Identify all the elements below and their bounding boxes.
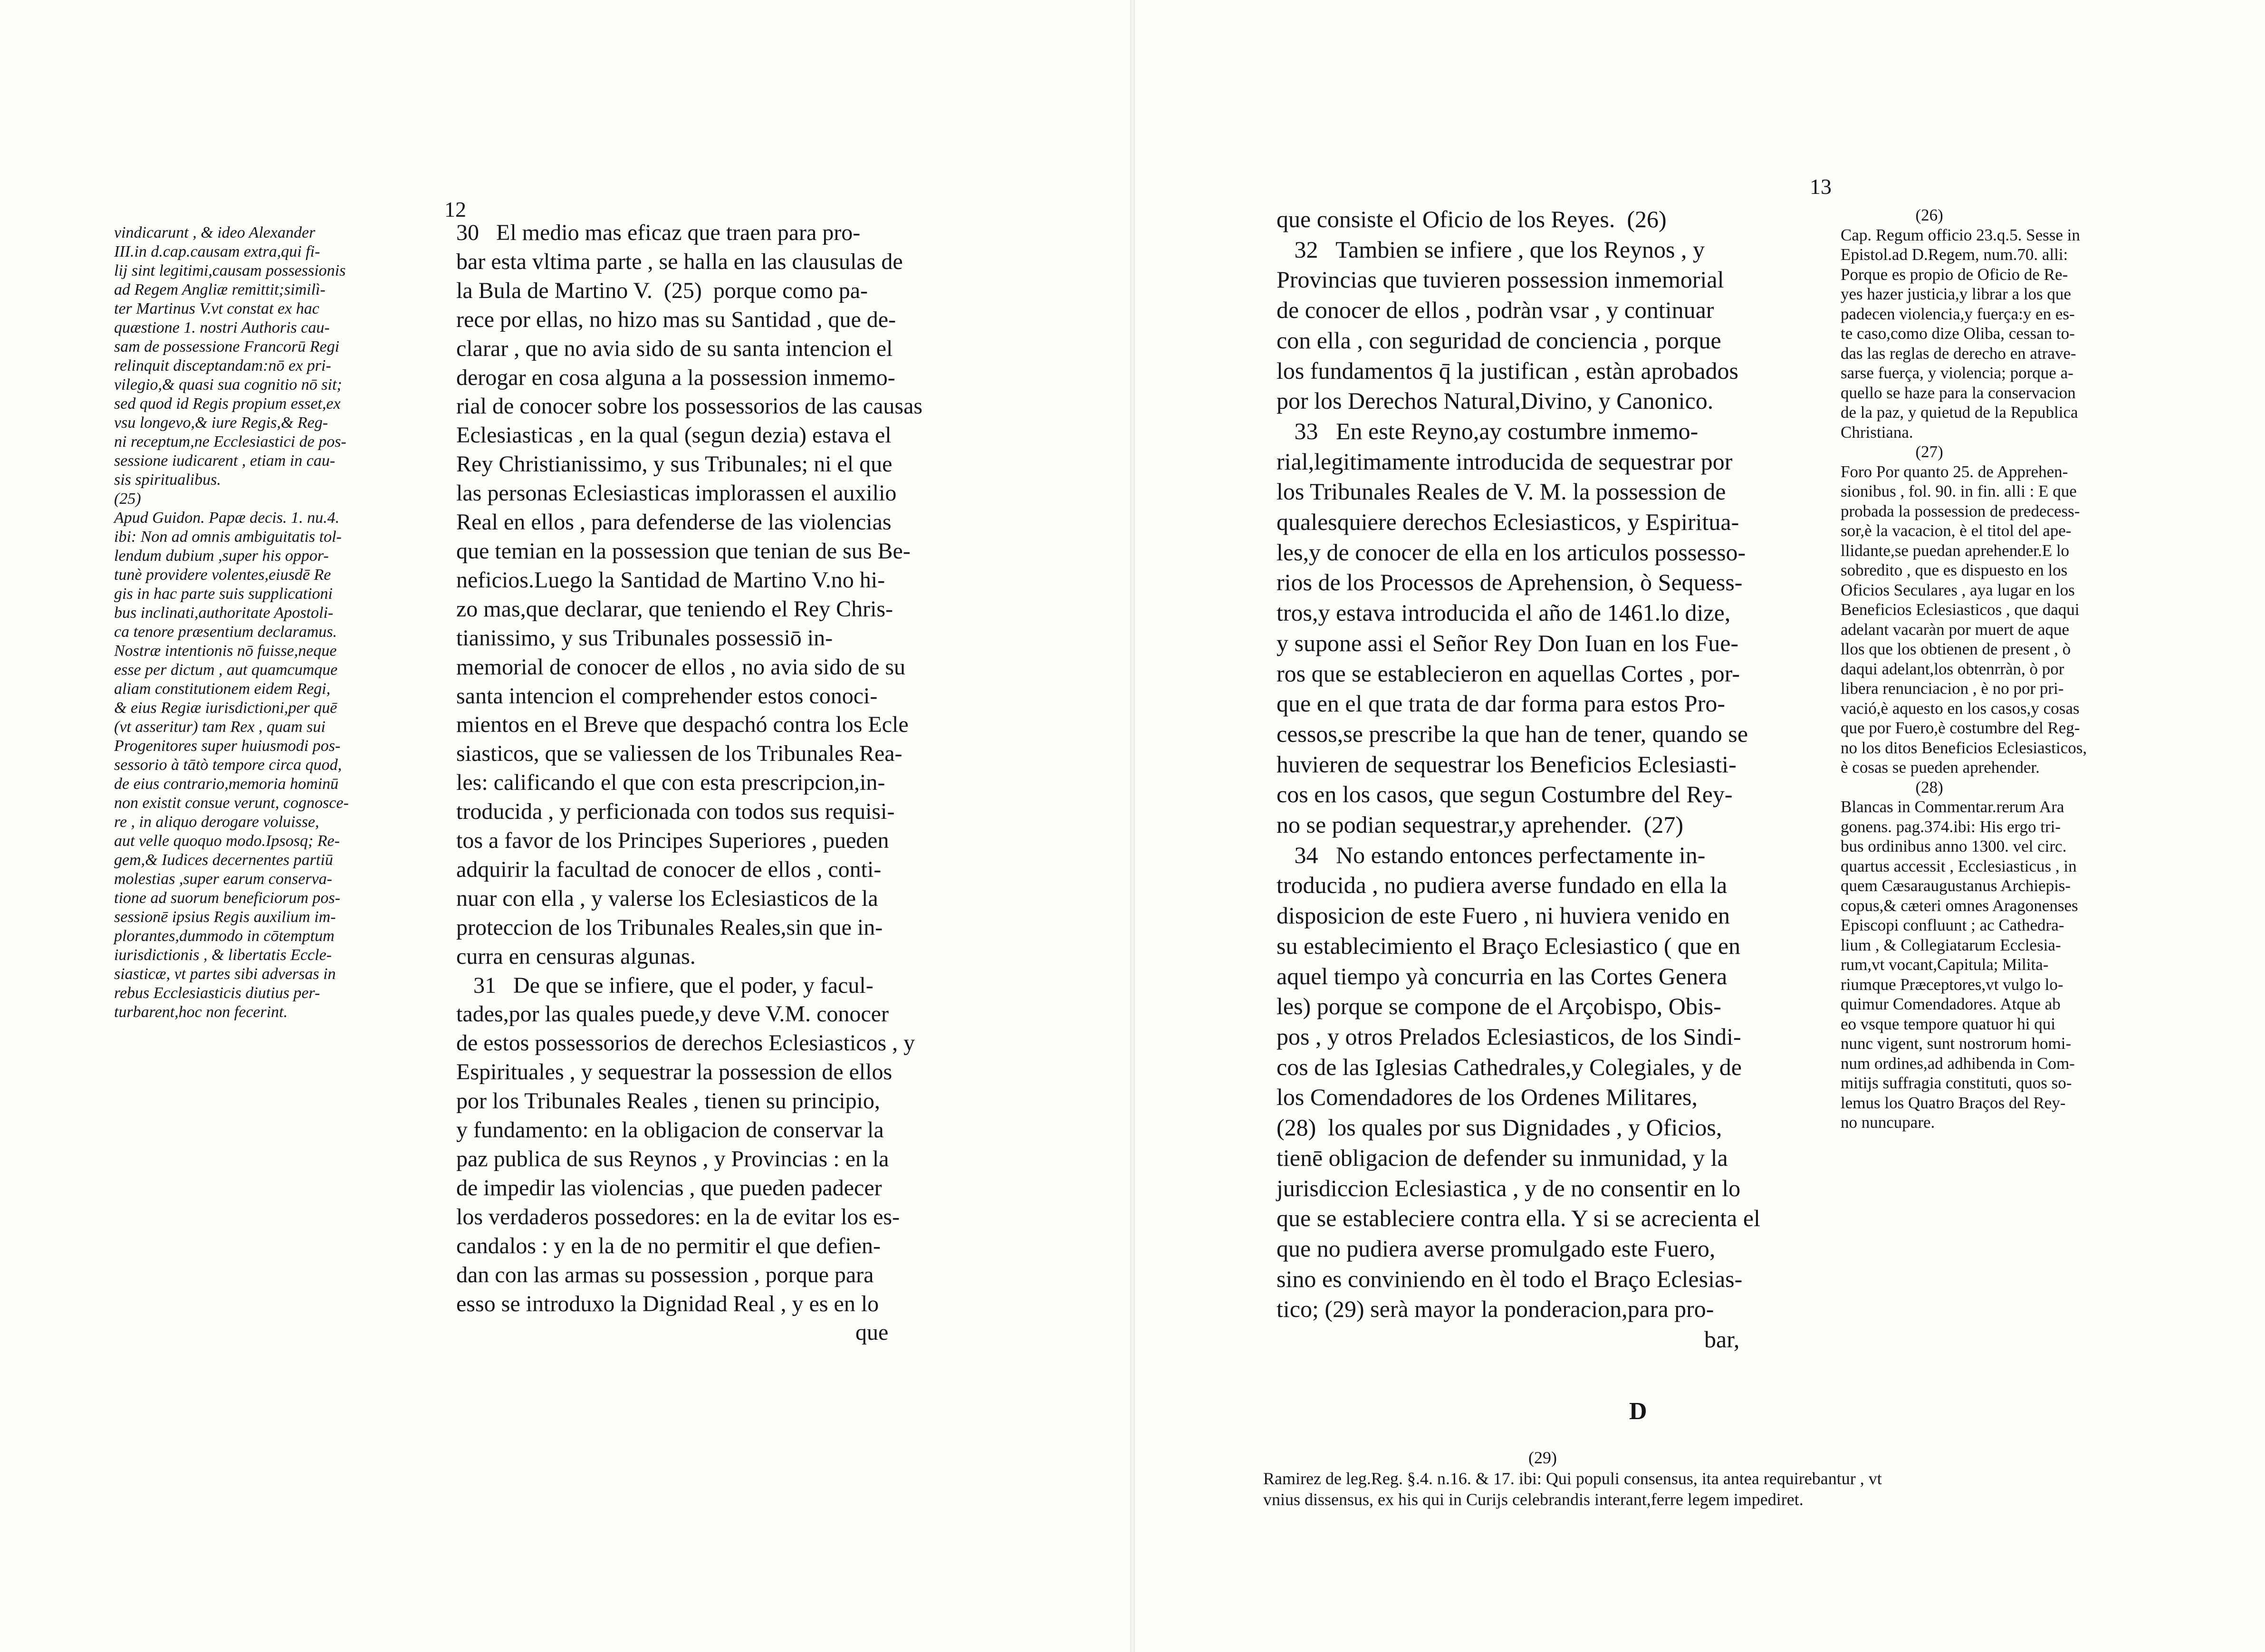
text-line: por los Tribunales Reales , tienen su principio,	[456, 1088, 880, 1114]
text-line: Real en ellos , para defenderse de las violencias	[456, 509, 892, 535]
text-line: que no pudiera averse promulgado este Fuero,	[1276, 1235, 1716, 1262]
note-line: probada la possession de predecess-	[1841, 501, 2080, 520]
note-line: è cosas se pueden aprehender.	[1841, 758, 2040, 777]
text-line: (28) los quales por sus Dignidades , y Oficios,	[1276, 1114, 1722, 1141]
note-line: quæstione 1. nostri Authoris cau-	[114, 319, 330, 336]
note-line: Blancas in Commentar.rerum Ara	[1841, 797, 2064, 816]
text-line: sino es conviniendo en èl todo el Braço Eclesias-	[1276, 1265, 1743, 1292]
text-line: esso se introduxo la Dignidad Real , y es en lo	[456, 1291, 879, 1316]
text-line: tros,y estava introducida el año de 1461.lo dize,	[1276, 599, 1731, 626]
text-line: de impedir las violencias , que pueden padecer	[456, 1175, 882, 1201]
text-line: aquel tiempo yà concurria en las Cortes Genera	[1276, 962, 1728, 989]
note-line: libera renunciacion , è no por pri-	[1841, 679, 2064, 698]
text-line: que consiste el Oficio de los Reyes. (26)	[1276, 206, 1667, 232]
text-line: cos en los casos, que segun Costumbre del Rey-	[1276, 781, 1733, 808]
text-line: jurisdiccion Eclesiastica , y de no consentir en lo	[1276, 1174, 1741, 1201]
note-line: adelant vacaràn por muert de aque	[1841, 620, 2069, 639]
note-line: ni receptum,ne Ecclesiastici de pos-	[114, 433, 346, 451]
text-line: candalos : y en la de no permitir el que defien-	[456, 1233, 881, 1258]
note-line: Nostræ intentionis nō fuisse,neque	[114, 642, 337, 660]
note-line: (26)	[1841, 206, 1943, 224]
note-line: vació,è aquesto en los casos,y cosas	[1841, 699, 2080, 718]
note-line: sam de possessione Francorū Regi	[114, 338, 340, 355]
text-line: y fundamento: en la obligacion de conservar la	[456, 1117, 884, 1143]
note-line: lium , & Collegiatarum Ecclesia-	[1841, 935, 2061, 954]
right-bottom-note	[1263, 1447, 2237, 1510]
text-line: derogar en cosa alguna a la possession inmemo-	[456, 365, 895, 390]
text-line: adquirir la facultad de conocer de ellos , conti-	[456, 856, 882, 882]
note-line: (vt asseritur) tam Rex , quam sui	[114, 718, 326, 736]
signature-mark: D	[1629, 1398, 1647, 1425]
text-line: tianissimo, y sus Tribunales possessiō in-	[456, 625, 833, 651]
note-line: quartus accessit , Ecclesiasticus , in	[1841, 856, 2077, 875]
note-line: gem,& Iudices decernentes partiū	[114, 851, 333, 869]
note-line: ca tenore præsentium declaramus.	[114, 623, 337, 641]
note-line: sionibus , fol. 90. in fin. alli : E que	[1841, 482, 2077, 500]
text-line: que en el que trata de dar forma para estos Pro-	[1276, 690, 1726, 717]
note-line: aliam constitutionem eidem Regi,	[114, 680, 331, 698]
text-line: no se podian sequestrar,y aprehender. (27)	[1276, 811, 1684, 838]
text-line: su establecimiento el Braço Eclesiastico ( que en	[1276, 932, 1741, 959]
text-line: zo mas,que declarar, que teniendo el Rey Chris-	[456, 596, 893, 622]
note-line: yes hazer justicia,y librar a los que	[1841, 285, 2071, 303]
text-line: bar,	[1276, 1326, 1740, 1353]
note-line: Christiana.	[1841, 423, 1913, 442]
note-line: relinquit disceptandam:nō ex pri-	[114, 357, 331, 375]
text-line: los Comendadores de los Ordenes Militares,	[1276, 1084, 1698, 1111]
text-line: que temian en la possession que tenian de sus Be-	[456, 538, 911, 564]
note-line: no los ditos Beneficios Eclesiasticos,	[1841, 738, 2087, 757]
note-line: das las reglas de derecho en atrave-	[1841, 344, 2076, 363]
text-line: las personas Eclesiasticas implorassen el auxilio	[456, 480, 897, 506]
note-line: gonens. pag.374.ibi: His ergo tri-	[1841, 817, 2061, 836]
text-line: clarar , que no avia sido de su santa intencion el	[456, 336, 893, 361]
text-line: neficios.Luego la Santidad de Martino V.no hi-	[456, 567, 885, 593]
note-line: (28)	[1841, 778, 1943, 797]
text-line: rial de conocer sobre los possessorios de las causas	[456, 394, 923, 419]
note-line: sobredito , que es dispuesto en los	[1841, 561, 2068, 579]
text-line: de estos possessorios de derechos Eclesiasticos , y	[456, 1030, 915, 1056]
text-line: siasticos, que se valiessen de los Tribunales Rea-	[456, 741, 902, 767]
note-line: llos que los obtienen de present , ò	[1841, 640, 2071, 658]
note-line: siasticæ, vt partes sibi adversas in	[114, 965, 336, 983]
text-line: proteccion de los Tribunales Reales,sin que in-	[456, 914, 883, 940]
note-line: bus inclinati,authoritate Apostoli-	[114, 604, 334, 622]
note-line: vnius dissensus, ex his qui in Curijs celebrandis interant,ferre legem impediret.	[1263, 1490, 1804, 1509]
text-line: por los Derechos Natural,Divino, y Canonico.	[1276, 387, 1714, 414]
left-main-text	[456, 219, 1036, 1347]
text-line: cos de las Iglesias Cathedrales,y Colegiales, y de	[1276, 1053, 1742, 1080]
note-line: sessorio à tātò tempore circa quod,	[114, 756, 342, 774]
note-line: esse per dictum , aut quamcumque	[114, 661, 338, 679]
text-line: Rey Christianissimo, y sus Tribunales; ni el que	[456, 451, 893, 477]
left-page	[0, 0, 1130, 1652]
text-line: Espirituales , y sequestrar la possession de ellos	[456, 1059, 893, 1085]
note-line: re , in aliquo derogare voluisse,	[114, 813, 319, 831]
text-line: los verdaderos possedores: en la de evitar los es-	[456, 1204, 900, 1229]
text-line: ros que se establecieron en aquellas Cortes , por-	[1276, 660, 1740, 687]
note-line: copus,& cæteri omnes Aragonenses	[1841, 896, 2078, 915]
note-line: & eius Regiæ iurisdictioni,per quē	[114, 699, 337, 717]
note-line: sis spiritualibus.	[114, 471, 221, 489]
note-line: llidante,se puedan aprehender.E lo	[1841, 541, 2070, 560]
text-line: les) porque se compone de el Arçobispo, Obis-	[1276, 993, 1721, 1020]
note-line: sed quod id Regis propium esset,ex	[114, 395, 341, 413]
note-line: que por Fuero,è costumbre del Reg-	[1841, 719, 2080, 737]
text-line: les,y de conocer de ella en los articulos possesso-	[1276, 538, 1746, 566]
note-line: sessionē ipsius Regis auxilium im-	[114, 908, 336, 926]
text-line: 31 De que se infiere, que el poder, y facul-	[456, 972, 873, 998]
note-line: iurisdictionis , & libertatis Eccle-	[114, 946, 332, 964]
note-line: ibi: Non ad omnis ambiguitatis tol-	[114, 528, 342, 546]
note-line: rum,vt vocant,Capitula; Milita-	[1841, 955, 2049, 974]
left-marginal-notes	[114, 223, 442, 1022]
note-line: Foro Por quanto 25. de Apprehen-	[1841, 462, 2068, 481]
text-line: 33 En este Reyno,ay costumbre inmemo-	[1276, 417, 1699, 444]
note-line: quello se haze para la conservacion	[1841, 383, 2076, 402]
note-line: num ordines,ad adhibenda in Com-	[1841, 1054, 2075, 1073]
text-line: 34 No estando entonces perfectamente in-	[1276, 841, 1706, 868]
right-page	[1135, 0, 2265, 1652]
note-line: sessione iudicarent , etiam in cau-	[114, 452, 336, 470]
text-line: 32 Tambien se infiere , que los Reynos , y	[1276, 236, 1705, 263]
note-line: Progenitores super huiusmodi pos-	[114, 737, 341, 755]
text-line: que	[456, 1320, 889, 1345]
note-line: lendum dubium ,super his oppor-	[114, 547, 329, 565]
text-line: rece por ellas, no hizo mas su Santidad , que de-	[456, 307, 896, 332]
text-line: tico; (29) serà mayor la ponderacion,para pro-	[1276, 1296, 1714, 1323]
note-line: Epistol.ad D.Regem, num.70. alli:	[1841, 245, 2068, 264]
note-line: mitijs suffragia constituti, quos so-	[1841, 1074, 2072, 1092]
note-line: vindicarunt , & ideo Alexander	[114, 224, 316, 241]
note-line: lemus los Quatro Braços del Rey-	[1841, 1093, 2066, 1112]
note-line: turbarent,hoc non fecerint.	[114, 1003, 288, 1021]
text-line: tienē obligacion de defender su inmunidad, y la	[1276, 1144, 1728, 1171]
text-line: paz publica de sus Reynos , y Provincias : en la	[456, 1146, 889, 1172]
note-line: te caso,como dize Oliba, cessan to-	[1841, 324, 2075, 343]
text-line: mientos en el Breve que despachó contra los Ecle	[456, 712, 909, 738]
left-page-number: 12	[444, 197, 466, 221]
text-line: troducida , y perficionada con todos sus requisi-	[456, 799, 895, 825]
note-line: sor,è la vacacion, è el titol del ape-	[1841, 521, 2072, 540]
text-line: Provincias que tuvieren possession inmemorial	[1276, 266, 1724, 293]
note-line: rebus Ecclesiasticis diutius per-	[114, 984, 320, 1002]
note-line: Beneficios Eclesiasticos , que daqui	[1841, 600, 2080, 619]
text-line: memorial de conocer de ellos , no avia sido de su	[456, 654, 906, 680]
text-line: troducida , no pudiera averse fundado en ella la	[1276, 872, 1728, 899]
text-line: cessos,se prescribe la que han de tener, quando se	[1276, 720, 1748, 747]
text-line: que se estableciere contra ella. Y si se acrecienta el	[1276, 1205, 1760, 1232]
text-line: nuar con ella , y valerse los Eclesiasticos de la	[456, 885, 878, 911]
text-line: curra en censuras algunas.	[456, 943, 696, 969]
text-line: rios de los Processos de Aprehension, ò Sequess-	[1276, 569, 1743, 596]
note-line: daqui adelant,los obtenrràn, ò por	[1841, 659, 2064, 678]
text-line: la Bula de Martino V. (25) porque como pa-	[456, 278, 868, 303]
note-line: tunè providere volentes,eiusdē Re	[114, 566, 331, 584]
note-line: aut velle quoquo modo.Ipsosq; Re-	[114, 832, 340, 850]
book-gutter	[1130, 0, 1135, 1652]
text-line: los fundamentos q̄ la justifican , estàn aprobados	[1276, 357, 1738, 384]
text-line: Eclesiasticas , en la qual (segun dezia) estava el	[456, 423, 892, 448]
right-main-text	[1276, 204, 1904, 1355]
note-line: de la paz, y quietud de la Republica	[1841, 403, 2078, 422]
note-line: gis in hac parte suis supplicationi	[114, 585, 333, 603]
note-line: plorantes,dummodo in cōtemptum	[114, 927, 335, 945]
text-line: disposicion de este Fuero , ni huviera venido en	[1276, 902, 1730, 929]
note-line: bus ordinibus anno 1300. vel circ.	[1841, 837, 2067, 855]
note-line: Apud Guidon. Papæ decis. 1. nu.4.	[114, 509, 340, 527]
note-line: ad Regem Angliæ remittit;similì-	[114, 281, 326, 298]
text-line: rial,legitimamente introducida de sequestrar por	[1276, 448, 1733, 475]
note-line: lij sint legitimi,causam possessionis	[114, 262, 346, 279]
note-line: riumque Præceptores,vt vulgo lo-	[1841, 975, 2063, 994]
note-line: padecen violencia,y fuerça:y en es-	[1841, 304, 2075, 323]
right-page-number: 13	[1810, 174, 1832, 199]
text-line: tos a favor de los Principes Superiores , pueden	[456, 828, 889, 854]
right-marginal-notes	[1841, 205, 2207, 1133]
text-line: qualesquiere derechos Eclesiasticos, y Espiritua-	[1276, 509, 1739, 536]
text-line: los Tribunales Reales de V. M. la possession de	[1276, 478, 1726, 505]
text-line: dan con las armas su possession , porque para	[456, 1262, 874, 1287]
note-line: tione ad suorum beneficiorum pos-	[114, 889, 340, 907]
note-line: non existit consue verunt, cognosce-	[114, 794, 349, 812]
text-line: les: calificando el que con esta prescripcion,in-	[456, 770, 885, 796]
note-line: Porque es propio de Oficio de Re-	[1841, 265, 2068, 284]
note-line: quimur Comendadores. Atque ab	[1841, 995, 2061, 1013]
note-line: Cap. Regum officio 23.q.5. Sesse in	[1841, 225, 2080, 244]
text-line: pos , y otros Prelados Eclesiasticos, de los Sindi-	[1276, 1023, 1741, 1050]
note-line: (27)	[1841, 442, 1943, 461]
text-line: de conocer de ellos , podràn vsar , y continuar	[1276, 297, 1714, 324]
text-line: tades,por las quales puede,y deve V.M. conocer	[456, 1001, 889, 1027]
note-line: de eius contrario,memoria hominū	[114, 775, 339, 793]
note-line: vilegio,& quasi sua cognitio nō sit;	[114, 376, 342, 394]
text-line: y supone assi el Señor Rey Don Iuan en los Fue-	[1276, 629, 1739, 656]
note-line: eo vsque tempore quatuor hi qui	[1841, 1014, 2055, 1033]
note-line: Episcopi confluunt ; ac Cathedra-	[1841, 916, 2064, 934]
text-line: 30 El medio mas eficaz que traen para pro-	[456, 220, 861, 245]
note-line: ter Martinus V.vt constat ex hac	[114, 300, 319, 317]
note-line: Oficios Seculares , aya lugar en los	[1841, 580, 2075, 599]
text-line: con ella , con seguridad de conciencia , porque	[1276, 327, 1721, 354]
text-line: bar esta vltima parte , se halla en las clausulas de	[456, 249, 903, 274]
note-line: (25)	[114, 490, 141, 508]
note-line: Ramirez de leg.Reg. §.4. n.16. & 17. ibi: Qui populi consensus, ita antea requirebantur , vt	[1263, 1469, 1882, 1488]
note-line: nunc vigent, sunt nostrorum homi-	[1841, 1034, 2072, 1053]
text-line: santa intencion el comprehender estos conoci-	[456, 683, 878, 709]
text-line: huvieren de sequestrar los Beneficios Eclesiasti-	[1276, 750, 1737, 778]
note-line: sarse fuerça, y violencia; porque a-	[1841, 364, 2073, 382]
note-line: vsu longevo,& iure Regis,& Reg-	[114, 414, 328, 432]
note-line: (29)	[1263, 1448, 1557, 1467]
note-line: III.in d.cap.causam extra,qui fi-	[114, 243, 320, 260]
note-line: quem Cæsaraugustanus Archiepis-	[1841, 876, 2071, 895]
note-line: no nuncupare.	[1841, 1113, 1935, 1132]
note-line: molestias ,super earum conserva-	[114, 870, 332, 888]
